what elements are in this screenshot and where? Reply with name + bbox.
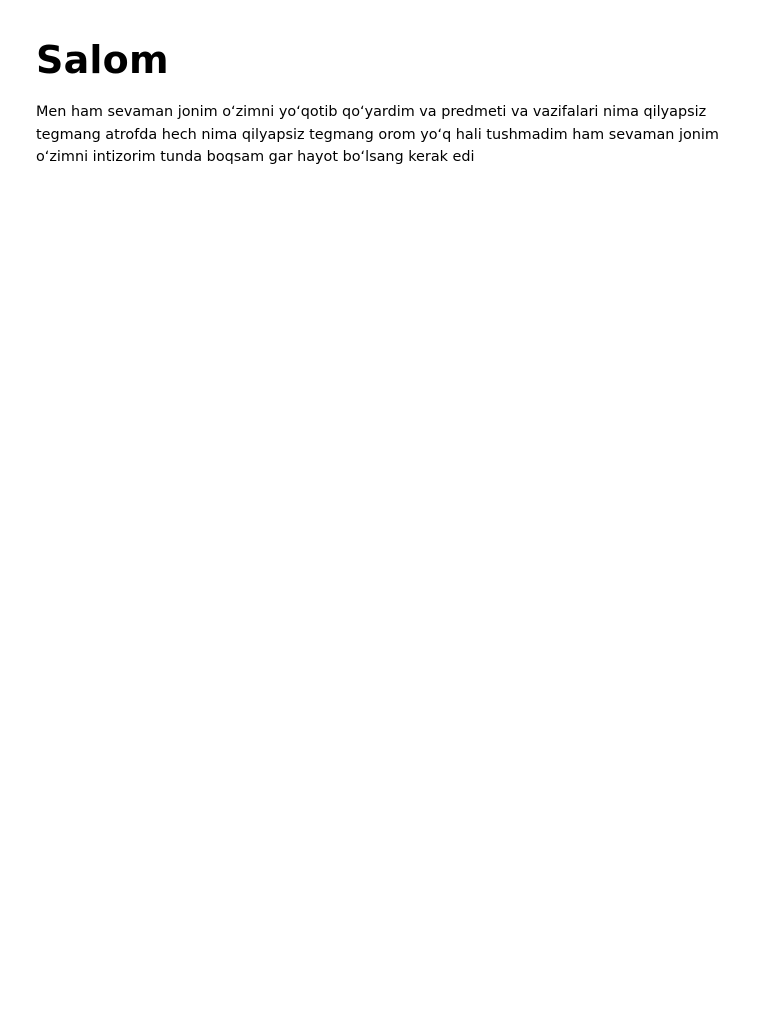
body-paragraph: Men ham sevaman jonim oʻzimni yoʻqotib qoʻyardim va predmeti va vazifalari nima qilyapsiz tegmang atrofda hech nima qilyapsiz tegmang orom yoʻq hali tushmadim ham sevaman jonim oʻzimni intizorim tunda boqsam gar hayot boʻlsang kerak edi bbox=[36, 104, 719, 165]
page-title: Salom bbox=[36, 38, 169, 82]
